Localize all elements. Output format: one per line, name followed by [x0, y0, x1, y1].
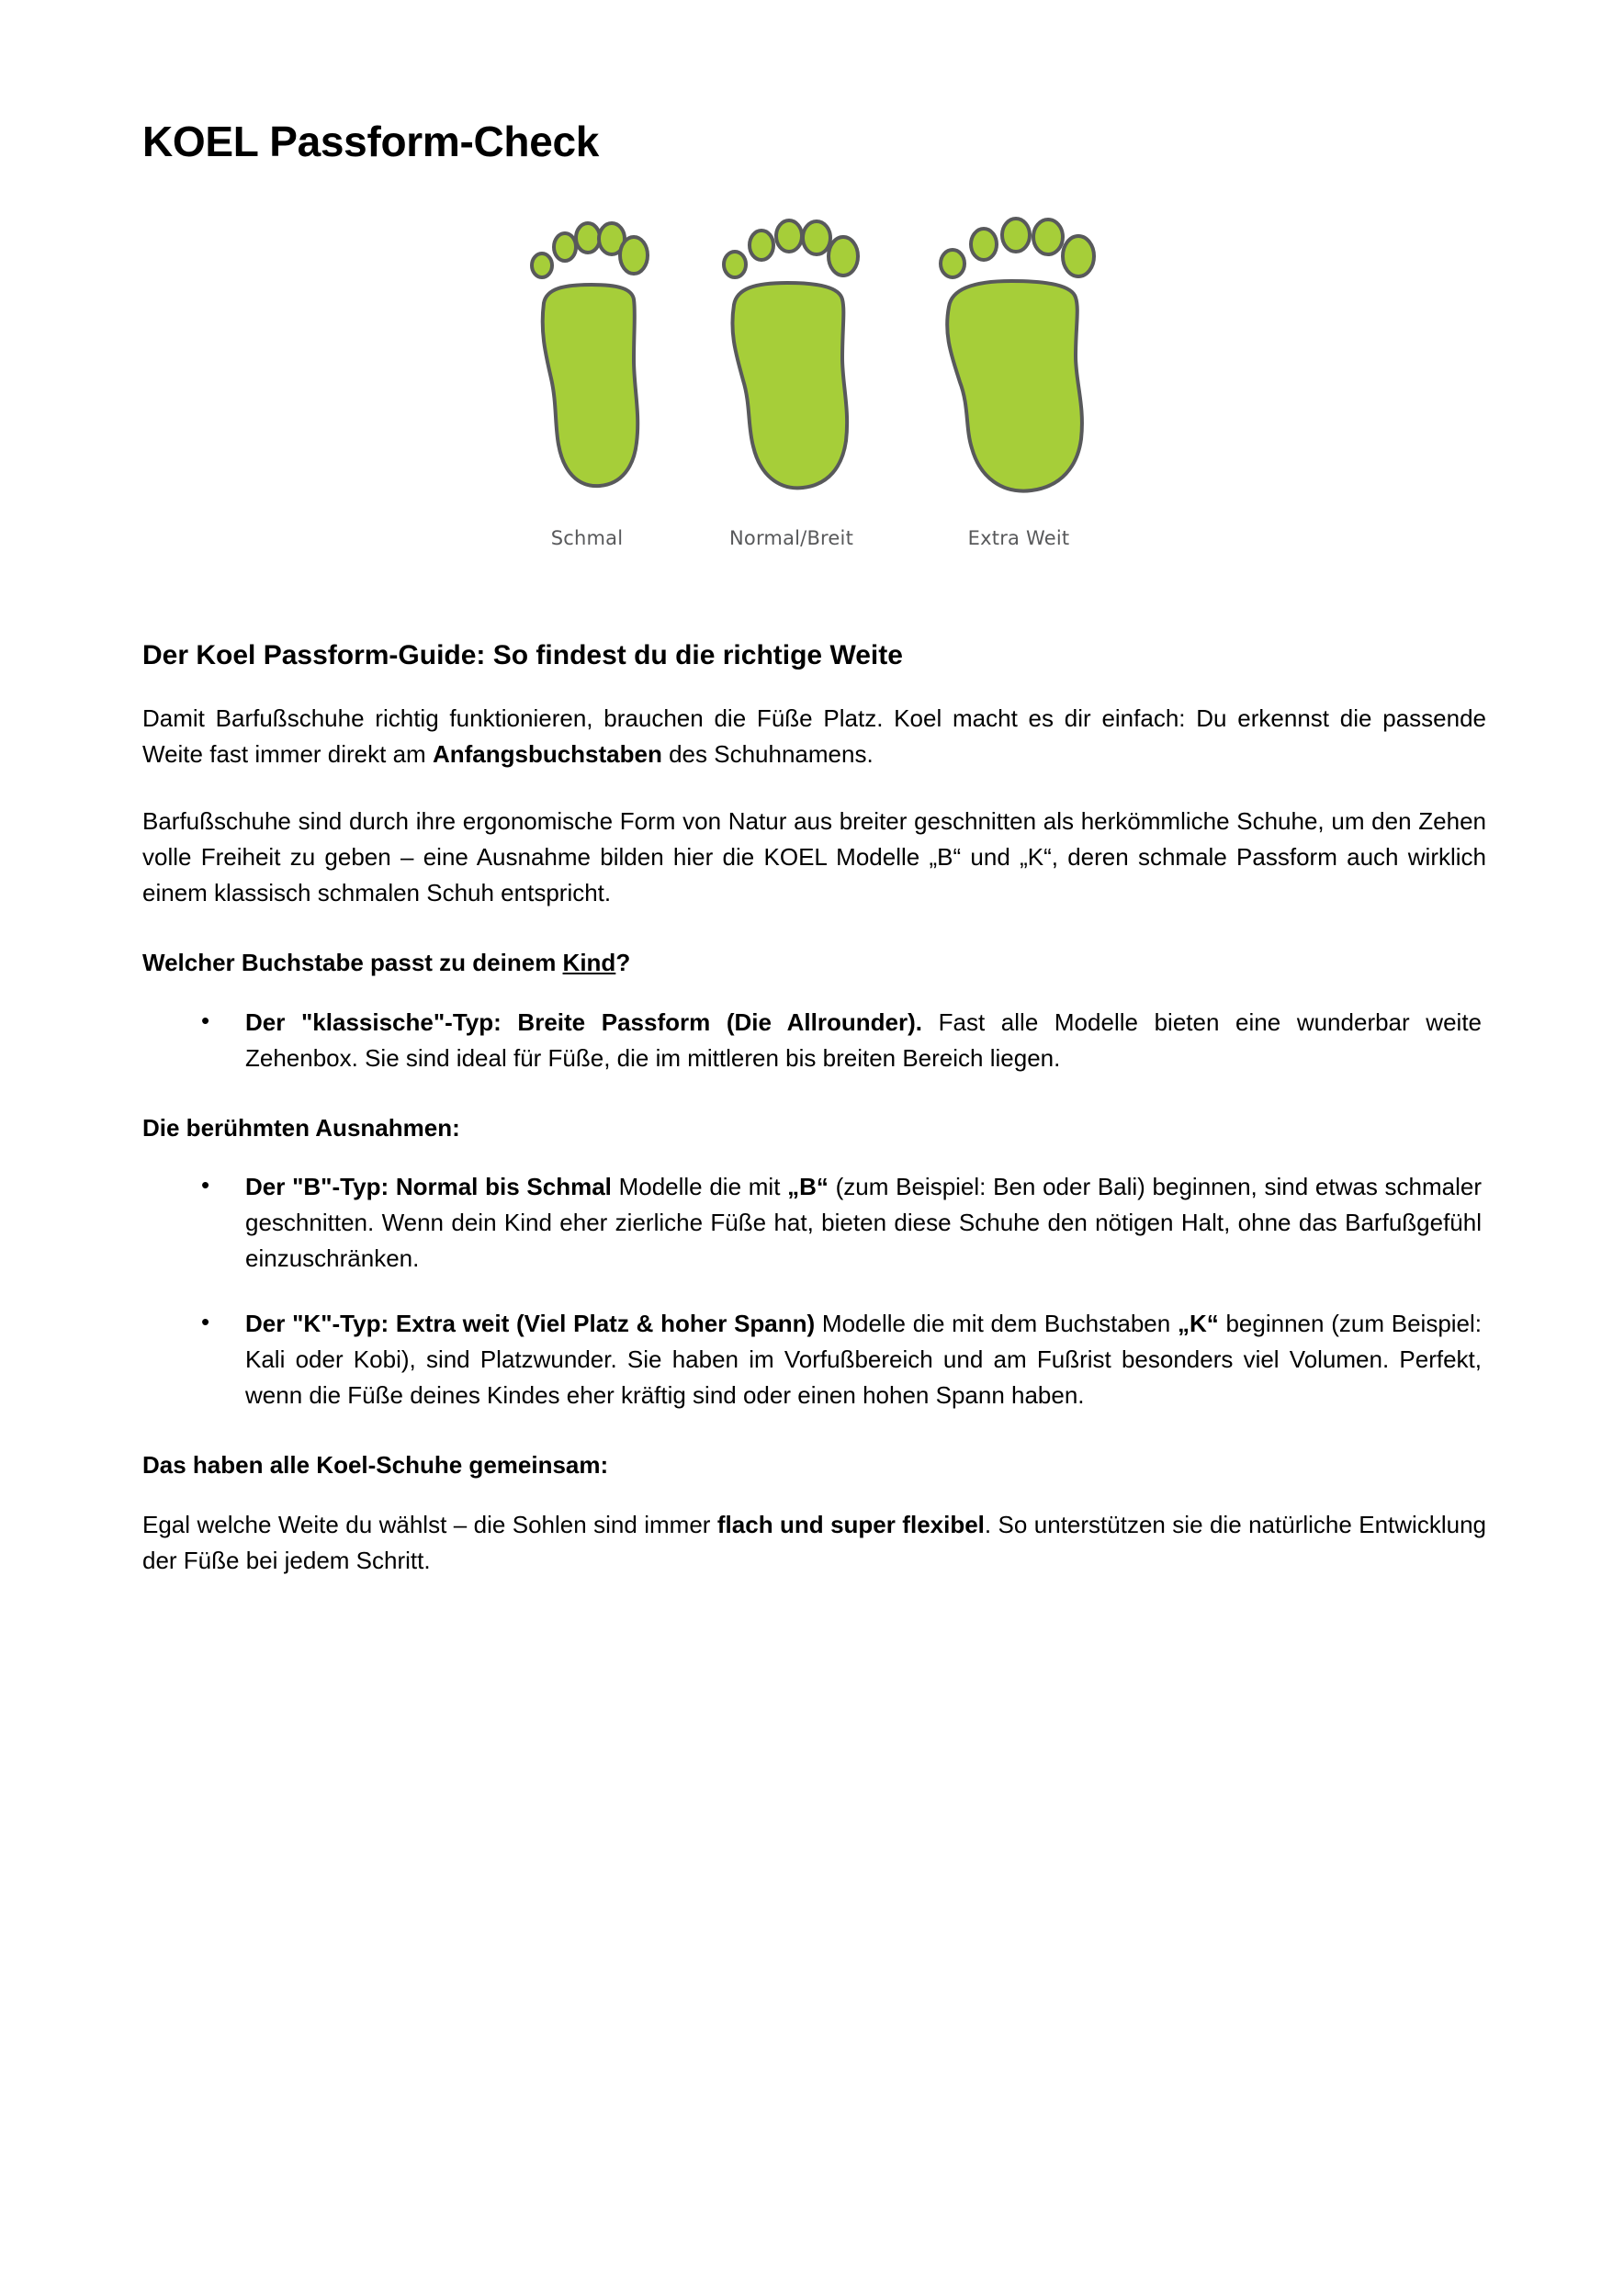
question-heading-underlined: Kind: [562, 948, 616, 976]
second-paragraph: Barfußschuhe sind durch ihre ergonomische Form von Natur aus breiter geschnitten als herkömmliche Schuhe, um den Zehen volle Freiheit zu geben – eine Ausnahme bilden hier die KOEL Modelle „B“ und „K“, deren schmale Passform auch wirklich einem klassisch schmalen Schuh entspricht.: [142, 806, 1486, 906]
intro-text-part1: Damit Barfußschuhe richtig funktionieren, brauchen die Füße Platz. Koel macht es dir einfach: Du erkennst die passende Weite fast immer direkt am: [142, 703, 1486, 768]
guide-heading: Der Koel Passform-Guide: So findest du die richtige Weite: [142, 639, 903, 670]
allrounder-rest: Fast alle Modelle bieten eine wunderbar weite Zehenbox. Sie sind ideal für Füße, die im mittleren bis breiten Bereich liegen.: [245, 1007, 1482, 1072]
allrounder-bold: Der "klassische"-Typ: Breite Passform (Die Allrounder).: [245, 1007, 922, 1036]
exception-bullet-list: [142, 1169, 1486, 1413]
b-type-rest-a: Modelle die mit: [611, 1173, 788, 1201]
question-heading: [142, 946, 1486, 981]
k-type-bold: Der "K"-Typ: Extra weit (Viel Platz & hoher Spann): [245, 1310, 816, 1338]
closing-part2: . So unterstützen sie die natürliche Entwicklung der Füße bei jedem Schritt.: [142, 1510, 1486, 1574]
foot-label-normal: Normal/Breit: [728, 526, 854, 549]
footprint-extra-wide-icon: [927, 208, 1111, 511]
intro-paragraph: [142, 701, 1486, 772]
exceptions-heading: Die berühmten Ausnahmen:: [142, 1113, 460, 1142]
page-title: KOEL Passform-Check: [142, 118, 600, 165]
allrounder-bullet-list: [142, 1005, 1486, 1076]
question-heading-part2: ?: [615, 948, 631, 976]
k-type-rest-b: beginnen (zum Beispiel: Kali oder Kobi), sind Platzwunder. Sie haben im Vorfußbereich und am Fußrist besonders viel Volumen. Perfekt, wenn die Füße deines Kindes eher kräftig sind oder einen hohen Spann haben.: [245, 1310, 1483, 1410]
foot-normal: [711, 208, 872, 549]
intro-text-bold: Anfangsbuchstaben: [432, 739, 662, 768]
foot-extra-wide: [927, 208, 1111, 549]
intro-text-part2: des Schuhnamens.: [661, 739, 874, 768]
footprint-normal-icon: [711, 208, 872, 511]
common-heading: Das haben alle Koel-Schuhe gemeinsam:: [142, 1451, 609, 1480]
foot-width-illustration: [142, 208, 1486, 549]
b-type-letter: „B“: [787, 1173, 829, 1201]
closing-paragraph: [142, 1507, 1486, 1579]
foot-narrow: [518, 208, 656, 549]
list-item-allrounder: [245, 1005, 1486, 1076]
list-item-b-type: [245, 1169, 1486, 1277]
k-type-letter: „K“: [1177, 1310, 1219, 1338]
list-item-k-type: [245, 1306, 1486, 1413]
footprint-narrow-icon: [518, 208, 656, 511]
closing-part1: Egal welche Weite du wählst – die Sohlen sind immer: [142, 1510, 717, 1538]
question-heading-part1: Welcher Buchstabe passt zu deinem: [142, 948, 563, 976]
closing-bold: flach und super flexibel: [716, 1510, 985, 1538]
foot-label-narrow: Schmal: [550, 526, 624, 549]
b-type-bold: Der "B"-Typ: Normal bis Schmal: [245, 1173, 612, 1201]
foot-illustration-row: [518, 208, 1111, 549]
k-type-rest-a: Modelle die mit dem Buchstaben: [815, 1310, 1178, 1338]
b-type-rest-b: (zum Beispiel: Ben oder Bali) beginnen, sind etwas schmaler geschnitten. Wenn dein Kind eher zierliche Füße hat, bieten diese Schuhe den nötigen Halt, ohne das Barfußgefühl einzuschränken.: [245, 1173, 1482, 1273]
foot-label-extra-wide: Extra Weit: [967, 526, 1070, 549]
